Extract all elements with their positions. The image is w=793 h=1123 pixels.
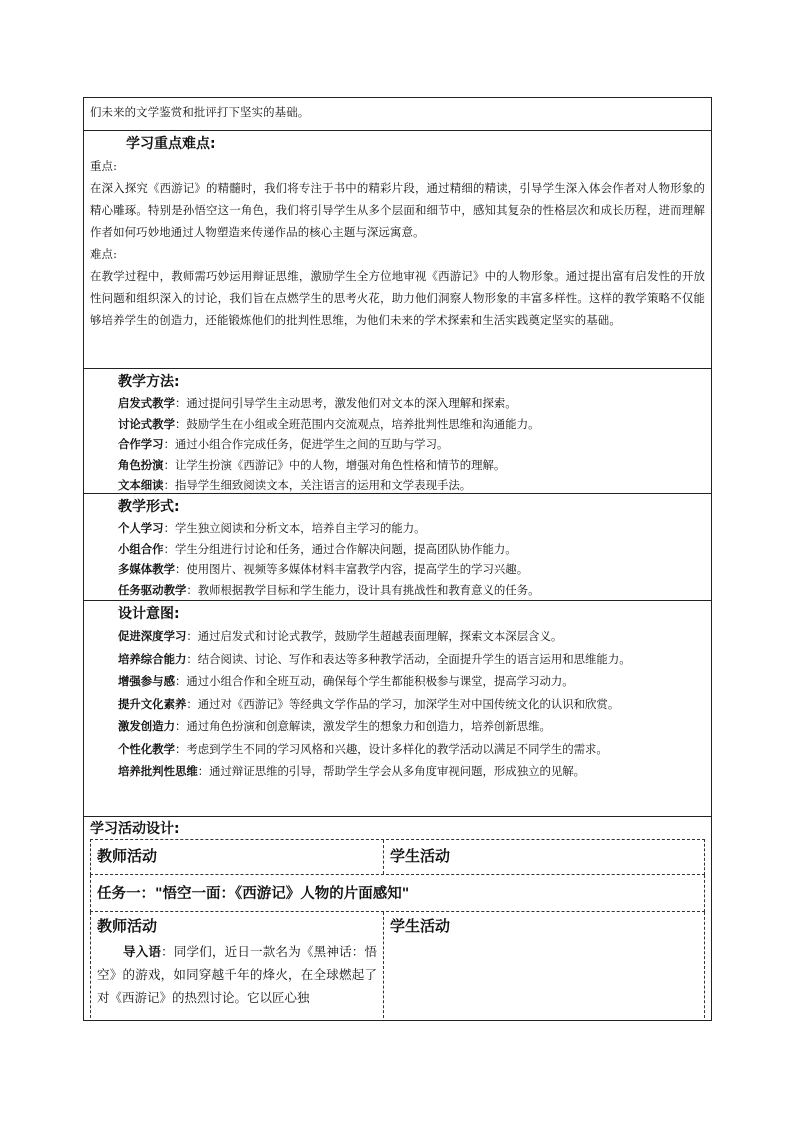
method-item	[90, 393, 705, 414]
intent-text: ：结合阅读、讨论、写作和表达等多种教学活动，全面提升学生的语言运用和思维能力。	[186, 651, 631, 666]
key-label: 重点:	[90, 159, 118, 173]
key-text: 在深入探究《西游记》的精髓时，我们将专注于书中的精彩片段，通过精细的精读，引导学生深入体会作者对人物形象的精心雕琢。特别是孙悟空这一角色，我们将引导学生从多个层面和细节中，感知其复杂的性格层次和成长历程，进而理解作者如何巧妙地通过人物塑造来传递作品的核心主题与深远寓意。	[90, 181, 705, 239]
student-activity-label: 学生活动	[390, 917, 451, 935]
intent-item	[90, 715, 705, 738]
task1-title: 任务一："悟空一面：《西游记》人物的片面感知"	[97, 885, 410, 902]
form-term: 个人学习	[118, 521, 164, 535]
form-term: 任务驱动教学	[118, 582, 187, 597]
method-term: 角色扮演	[118, 457, 164, 472]
intent-text: ：通过辩证思维的引导，帮助学生学会从多角度审视问题，形成独立的见解。	[197, 764, 586, 778]
form-text: ：使用图片、视频等多媒体材料丰富教学内容，提高学生的学习兴趣。	[174, 562, 529, 576]
intent-list	[90, 625, 705, 783]
form-text: ：学生独立阅读和分析文本，培养自主学习的能力。	[163, 521, 426, 535]
intro-tail-section	[83, 97, 712, 130]
student-activity-cell	[384, 912, 704, 1018]
intent-term: 增强参与感	[118, 674, 175, 688]
intent-item	[90, 693, 705, 716]
key-points-section	[83, 130, 712, 368]
task-cell	[91, 878, 704, 909]
method-text: ：通过提问引导学生主动思考，激发他们对文本的深入理解和探索。	[174, 396, 517, 410]
form-item	[90, 518, 705, 539]
intent-heading: 设计意图:	[118, 606, 180, 622]
form-text: ：学生分组进行讨论和任务，通过合作解决问题，提高团队协作能力。	[163, 541, 517, 556]
difficulty-label: 难点:	[90, 247, 118, 261]
activity-body-row	[90, 912, 705, 1018]
intro-paragraph	[97, 940, 377, 1009]
intent-text: ：通过启发式和讨论式教学，鼓励学生超越表面理解，探索文本深层含义。	[186, 629, 563, 643]
intent-item	[90, 670, 705, 693]
intent-text: ：通过对《西游记》等经典文学作品的学习，加深学生对中国传统文化的认识和欣赏。	[186, 696, 620, 711]
intro-label: 导入语	[123, 944, 162, 959]
intent-text: ：通过小组合作和全班互动，确保每个学生都能积极参与课堂，提高学习动力。	[174, 674, 574, 688]
form-term: 小组合作	[118, 541, 164, 556]
activities-heading: 学习活动设计:	[90, 821, 180, 837]
forms-section	[83, 493, 712, 600]
methods-section	[83, 368, 712, 493]
form-term: 多媒体教学	[118, 562, 175, 576]
method-text: ：让学生扮演《西游记》中的人物，增强对角色性格和情节的理解。	[163, 457, 506, 472]
method-item	[90, 434, 705, 455]
form-text: ：教师根据教学目标和学生能力，设计具有挑战性和教育意义的任务。	[186, 582, 540, 597]
method-term: 讨论式教学	[118, 416, 175, 431]
intro-text: ：同学们，近日一款名为《黑神话：悟空》的游戏，如同穿越千年的烽火，在全球燃起了对《西游记》的热烈讨论。它以匠心独	[97, 944, 377, 1005]
teacher-activity-cell	[91, 912, 384, 1018]
method-term: 文本细读	[118, 478, 164, 492]
method-item	[90, 414, 705, 435]
student-activity-header-cell	[384, 840, 704, 874]
method-term: 启发式教学	[118, 396, 175, 410]
key-points-heading: 学习重点难点:	[126, 136, 216, 152]
method-item	[90, 455, 705, 476]
task-row	[90, 875, 705, 912]
intent-item	[90, 648, 705, 671]
intent-item	[90, 760, 705, 783]
methods-list	[90, 393, 705, 496]
form-item	[90, 539, 705, 560]
intent-term: 激发创造力	[118, 719, 175, 733]
method-text: ：通过小组合作完成任务，促进学生之间的互助与学习。	[163, 437, 449, 451]
difficulty-text: 在教学过程中，教师需巧妙运用辩证思维，激励学生全方位地审视《西游记》中的人物形象。通过提出富有启发性的开放性问题和组织深入的讨论，我们旨在点燃学生的思考火花，助力他们洞察人物形象的丰富多样性。这样的教学策略不仅能够培养学生的创造力，还能锻炼他们的批判性思维，为他们未来的学术探索和生活实践奠定坚实的基础。	[90, 269, 705, 327]
activities-section	[83, 816, 712, 1021]
forms-list	[90, 518, 705, 600]
teacher-activity-header: 教师活动	[97, 847, 158, 865]
teacher-activity-header-cell	[91, 840, 384, 874]
teacher-activity-label: 教师活动	[97, 917, 158, 935]
intent-text: ：考虑到学生不同的学习风格和兴趣，设计多样化的教学活动以满足不同学生的需求。	[174, 741, 608, 756]
intent-section	[83, 600, 712, 816]
form-item	[90, 580, 705, 601]
forms-heading: 教学形式:	[118, 499, 180, 515]
activity-header-row	[90, 839, 705, 875]
intent-term: 个性化教学	[118, 741, 175, 756]
intent-term: 促进深度学习	[118, 629, 187, 643]
method-text: ：指导学生细致阅读文本，关注语言的运用和文学表现手法。	[163, 478, 472, 492]
intent-term: 提升文化素养	[118, 696, 187, 711]
lesson-plan-page	[83, 97, 712, 1021]
intent-term: 培养综合能力	[118, 651, 187, 666]
method-text: ：鼓励学生在小组或全班范围内交流观点，培养批判性思维和沟通能力。	[174, 416, 540, 431]
intent-text: ：通过角色扮演和创意解读，激发学生的想象力和创造力，培养创新思维。	[174, 719, 551, 733]
methods-heading: 教学方法:	[118, 374, 180, 390]
form-item	[90, 559, 705, 580]
method-term: 合作学习	[118, 437, 164, 451]
intent-term: 培养批判性思维	[118, 764, 198, 778]
intent-item	[90, 625, 705, 648]
intent-item	[90, 738, 705, 761]
student-activity-header: 学生活动	[390, 847, 451, 865]
intro-tail-text: 们未来的文学鉴赏和批评打下坚实的基础。	[90, 105, 310, 119]
